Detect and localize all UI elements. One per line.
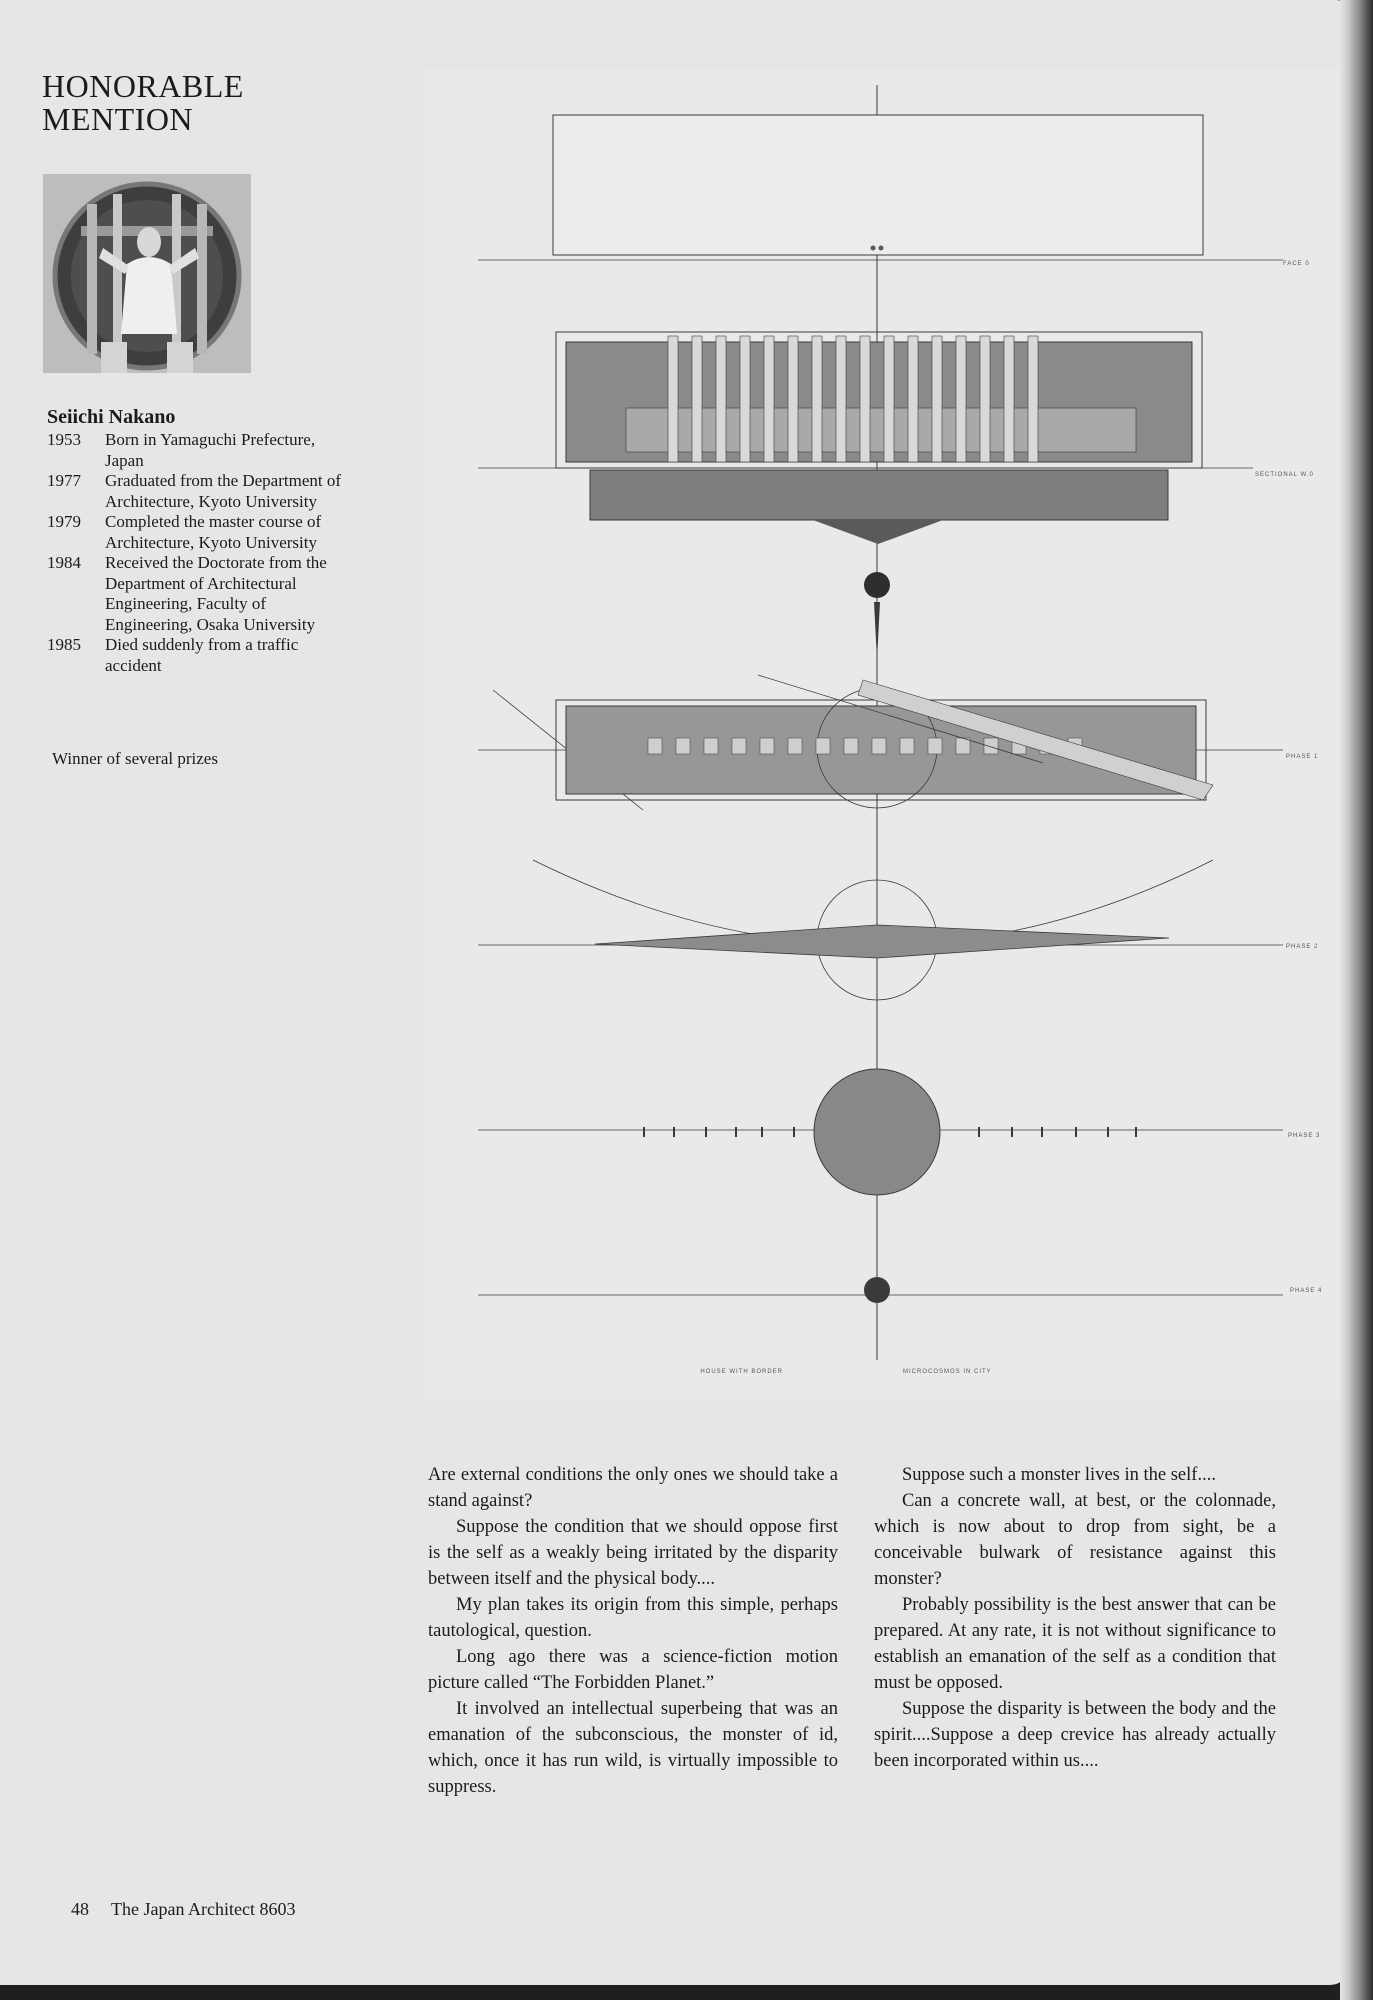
architectural-drawing (423, 70, 1340, 1400)
bio-note: Winner of several prizes (52, 749, 218, 768)
section-column (692, 336, 702, 462)
page-footer (71, 1899, 295, 1920)
phase1-bay (704, 738, 718, 754)
phase3-marker (1075, 1127, 1077, 1137)
section-column (740, 336, 750, 462)
section-column (764, 336, 774, 462)
drawing-dot (879, 246, 884, 251)
bio-year: 1979 (47, 512, 81, 531)
phase3-marker (761, 1127, 763, 1137)
phase1-bay (732, 738, 746, 754)
drawing-dot (871, 246, 876, 251)
paragraph: Long ago there was a science-fiction motion picture called “The Forbidden Planet.” (428, 1647, 838, 1693)
body-text-right (874, 1462, 1276, 1774)
section-column (812, 336, 822, 462)
section-column (668, 336, 678, 462)
bio-entry (47, 512, 357, 553)
bio-entry (47, 553, 357, 635)
bio-year: 1985 (47, 635, 81, 654)
label-sectional: SECTIONAL W.0 (1255, 472, 1314, 478)
phase1-bay (844, 738, 858, 754)
section-interior (626, 408, 1136, 452)
section-column (908, 336, 918, 462)
phase1-bay (984, 738, 998, 754)
phase1-bay (928, 738, 942, 754)
section-base (590, 470, 1168, 520)
page-number: 48 (71, 1899, 89, 1919)
drawing-shapes (478, 85, 1283, 1360)
paragraph: My plan takes its origin from this simple, perhaps tautological, question. (428, 1595, 838, 1641)
section-column (788, 336, 798, 462)
heading-line-2: MENTION (42, 101, 194, 137)
phase3-marker (1107, 1127, 1109, 1137)
phase1-bay (900, 738, 914, 754)
paragraph: Can a concrete wall, at best, or the colonnade, which is now about to drop from sight, be a conceivable bulwark of resistance against this monster? (874, 1491, 1276, 1589)
page-binding-shadow (1340, 0, 1373, 2000)
label-phase-3: PHASE 3 (1288, 1133, 1321, 1139)
bio-text: Completed the master course of Architecture, Kyoto University (105, 512, 322, 552)
section-column (932, 336, 942, 462)
phase3-marker (673, 1127, 675, 1137)
bio-text: Received the Doctorate from the Department of Architectural Engineering, Faculty of Engineering, Osaka University (105, 553, 327, 634)
phase1-bay (676, 738, 690, 754)
label-phase-1: PHASE 1 (1286, 754, 1319, 760)
paragraph: Suppose the condition that we should oppose first is the self as a weakly being irritated by the disparity between itself and the physical body.... (428, 1517, 838, 1589)
paragraph: It involved an intellectual superbeing that was an emanation of the subconscious, the monster of id, which, once it has run wild, is virtually impossible to suppress. (428, 1699, 838, 1797)
bio-year: 1984 (47, 553, 81, 572)
drawing-svg (423, 70, 1340, 1400)
phase1-bay (760, 738, 774, 754)
section-column (716, 336, 726, 462)
phase3-marker (1011, 1127, 1013, 1137)
section-keel (813, 520, 943, 544)
sphere-small (864, 572, 890, 598)
section-column (884, 336, 894, 462)
section-column (1028, 336, 1038, 462)
paragraph: Suppose the disparity is between the body and the spirit....Suppose a deep crevice has already actually been incorporated within us.... (874, 1699, 1276, 1771)
label-phase-4: PHASE 4 (1290, 1288, 1323, 1294)
phase1-bay (872, 738, 886, 754)
phase3-marker (1041, 1127, 1043, 1137)
section-column (956, 336, 966, 462)
phase1-bay (956, 738, 970, 754)
portrait-photo (43, 174, 251, 373)
phase3-marker (705, 1127, 707, 1137)
paragraph: Suppose such a monster lives in the self.... (902, 1465, 1216, 1485)
phase3-marker (793, 1127, 795, 1137)
paragraph: Probably possibility is the best answer that can be prepared. At any rate, it is not without significance to establish an emanation of the self as a condition that must be opposed. (874, 1595, 1276, 1693)
phase3-marker (1135, 1127, 1137, 1137)
architect-name: Seiichi Nakano (47, 406, 176, 428)
sphere-large (814, 1069, 940, 1195)
body-text-left (428, 1462, 838, 1800)
caption-house-with-border: HOUSE WITH BORDER (700, 1369, 783, 1375)
phase3-marker (978, 1127, 980, 1137)
phase1-bay (648, 738, 662, 754)
phase1-bay (816, 738, 830, 754)
section-column (836, 336, 846, 462)
phase1-bay (788, 738, 802, 754)
phase3-marker (735, 1127, 737, 1137)
caption-microcosmos: MICROCOSMOS IN CITY (903, 1369, 992, 1375)
page-heading (42, 70, 244, 136)
bio-list (47, 430, 357, 676)
publication-name: The Japan Architect 8603 (111, 1899, 296, 1919)
label-face-0: FACE 0 (1283, 261, 1310, 267)
bio-entry (47, 471, 357, 512)
bio-entry (47, 635, 357, 676)
section-column (1004, 336, 1014, 462)
label-phase-2: PHASE 2 (1286, 944, 1319, 950)
sphere-tiny (864, 1277, 890, 1303)
section-column (860, 336, 870, 462)
section-column (980, 336, 990, 462)
paragraph: Are external conditions the only ones we should take a stand against? (428, 1465, 838, 1511)
face-elevation (553, 115, 1203, 255)
bio-text: Died suddenly from a traffic accident (105, 635, 299, 675)
heading-line-1: HONORABLE (42, 68, 244, 104)
bio-year: 1977 (47, 471, 81, 490)
bio-text: Born in Yamaguchi Prefecture, Japan (105, 430, 316, 470)
phase3-marker (643, 1127, 645, 1137)
bio-entry (47, 430, 357, 471)
bio-year: 1953 (47, 430, 81, 449)
bio-text: Graduated from the Department of Architecture, Kyoto University (105, 471, 342, 511)
drawing-spike (874, 602, 880, 660)
phase2-lens (595, 925, 1169, 958)
